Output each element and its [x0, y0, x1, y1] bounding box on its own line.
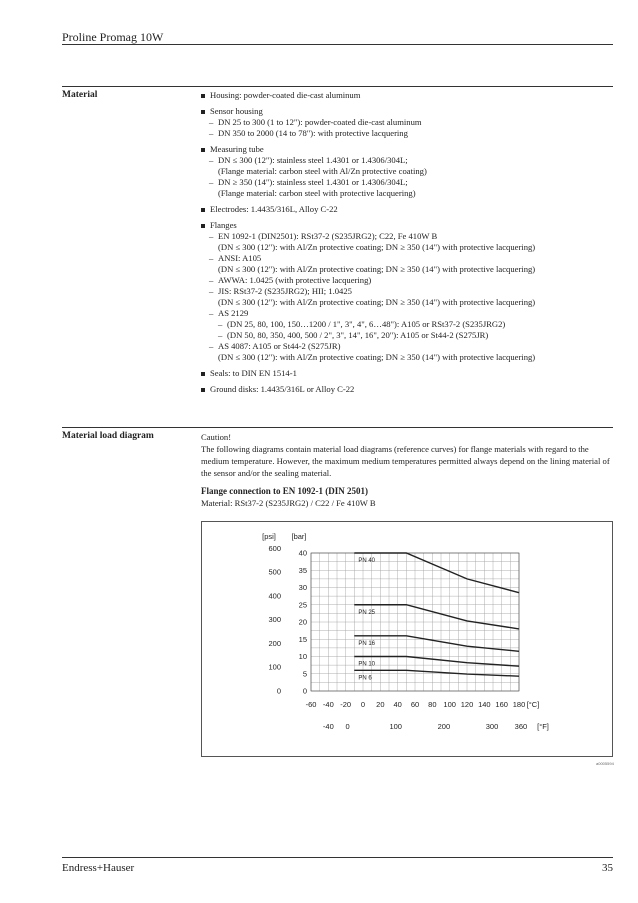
material-content — [201, 90, 613, 400]
flange-material-line: Material: RSt37-2 (S235JRG2) / C22 / Fe 410W B — [201, 498, 376, 508]
flange-as2129: – AS 2129 — [201, 308, 613, 319]
x-tick-label: 140 — [478, 700, 491, 709]
flange-as2129-sub-1: – (DN 25, 80, 100, 150…1200 / 1", 3", 4", 6…48"): A105 or RSt37-2 (S235JRG2) — [201, 319, 613, 330]
flange-awwa: – AWWA: 1.0425 (with protective lacquering) — [201, 275, 613, 286]
psi-tick-label: 400 — [268, 591, 281, 601]
figure-id: a0005594 — [596, 761, 614, 766]
tube-sub-1: – DN ≤ 300 (12"): stainless steel 1.4301 or 1.4306/304L; — [201, 155, 613, 166]
x-tick-label: 40 — [393, 700, 402, 709]
x-tick-label: 0 — [360, 700, 366, 709]
x-tick-label: 180 — [512, 700, 526, 709]
footer-rule — [62, 857, 613, 858]
psi-tick-label: 300 — [268, 615, 281, 625]
flange-connection-title: Flange connection to EN 1092-1 (DIN 2501) — [201, 486, 368, 496]
series-label: PN 16 — [358, 640, 376, 647]
psi-tick-label: 500 — [268, 567, 281, 577]
flange-ansi: – ANSI: A105 — [201, 253, 613, 264]
y-tick-label: 35 — [298, 565, 307, 575]
y-tick-label: 20 — [298, 617, 307, 627]
series-line — [354, 636, 519, 652]
section-rule-load — [62, 427, 613, 428]
f-tick-label: -40 — [322, 722, 334, 731]
page-number: 35 — [602, 862, 613, 874]
psi-tick-label: 200 — [268, 638, 281, 648]
y-tick-label: 30 — [298, 583, 307, 592]
x-tick-label: 80 — [428, 700, 437, 709]
x-tick-label: 100 — [443, 700, 456, 709]
f-axis-unit-label: [°F] — [537, 722, 549, 731]
flange-as2129-sub-2: – (DN 50, 80, 350, 400, 500 / 2", 3", 14", 16", 20"): A105 or St44-2 (S275JR) — [201, 330, 613, 341]
measuring-tube-item: Measuring tube — [201, 144, 613, 155]
section-label-load: Material load diagram — [62, 431, 154, 441]
material-load-chart — [201, 521, 613, 757]
caution-text: The following diagrams contain material load diagrams (reference curves) for flange materials with regard to the medium temperature. However, the maximum medium temperatures permitted always depend on the lining material of the sensor and/or the sealing material. — [201, 444, 610, 478]
flange-en1092: – EN 1092-1 (DIN2501): RSt37-2 (S235JRG2); C22, Fe 410W B — [201, 231, 613, 242]
x-tick-label: 60 — [410, 700, 420, 709]
series-line — [354, 657, 519, 667]
series-label: PN 6 — [358, 675, 372, 682]
x-tick-label: 160 — [495, 700, 508, 709]
sensor-housing-sub-2: – DN 350 to 2000 (14 to 78"): with protective lacquering — [201, 128, 613, 139]
tube-sub-2-note: (Flange material: carbon steel with protective lacquering) — [218, 188, 416, 198]
footer-company: Endress+Hauser — [62, 862, 135, 874]
f-tick-label: 0 — [345, 722, 350, 731]
y-axis-unit-label: [bar] — [291, 532, 307, 541]
electrodes-item: Electrodes: 1.4435/316L, Alloy C-22 — [201, 204, 613, 215]
y-tick-label: 10 — [298, 652, 307, 661]
flange-en1092-note: (DN ≤ 300 (12"): with Al/Zn protective coating; DN ≥ 350 (14") with protective lacquering) — [218, 242, 536, 252]
series-line — [354, 670, 519, 676]
sensor-housing-sub-1: – DN 25 to 300 (1 to 12"): powder-coated die-cast aluminum — [201, 117, 613, 128]
series-label: PN 10 — [358, 661, 376, 668]
x-tick-label: -60 — [305, 700, 317, 709]
psi-axis-unit-label: [psi] — [262, 532, 276, 541]
flange-jis: – JIS: RSt37-2 (S235JRG2); HII; 1.0425 — [201, 286, 613, 297]
series-line — [354, 553, 519, 593]
seals-item: Seals: to DIN EN 1514-1 — [201, 368, 613, 379]
section-label-material: Material — [62, 90, 98, 100]
flange-jis-note: (DN ≤ 300 (12"): with Al/Zn protective coating; DN ≥ 350 (14") with protective lacquering) — [218, 297, 536, 307]
f-tick-label: 300 — [485, 722, 499, 731]
f-tick-label: 100 — [389, 722, 402, 731]
flange-ansi-note: (DN ≤ 300 (12"): with Al/Zn protective coating; DN ≥ 350 (14") with protective lacquering) — [218, 264, 536, 274]
psi-tick-label: 100 — [268, 662, 281, 672]
sensor-housing-item: Sensor housing — [201, 106, 613, 117]
section-rule-material — [62, 86, 613, 87]
tube-sub-1-note: (Flange material: carbon steel with Al/Zn protective coating) — [218, 166, 427, 176]
y-tick-label: 15 — [298, 634, 307, 644]
header-rule — [62, 44, 613, 45]
tube-sub-2: – DN ≥ 350 (14"): stainless steel 1.4301 or 1.4306/304L; — [201, 177, 613, 188]
psi-tick-label: 0 — [276, 686, 281, 696]
flange-as4087: – AS 4087: A105 or St44-2 (S275JR) — [201, 341, 613, 352]
housing-item: Housing: powder-coated die-cast aluminum — [201, 90, 613, 101]
flange-as4087-note: (DN ≤ 300 (12"): with Al/Zn protective coating; DN ≥ 350 (14") with protective lacquering) — [218, 352, 536, 362]
running-header: Proline Promag 10W — [62, 30, 164, 44]
ground-disks-item: Ground disks: 1.4435/316L or Alloy C-22 — [201, 384, 613, 395]
x-tick-label: -40 — [322, 700, 334, 709]
y-tick-label: 0 — [302, 686, 307, 696]
f-tick-label: 360 — [514, 722, 528, 731]
y-tick-label: 25 — [298, 600, 307, 610]
footer — [62, 862, 613, 874]
x-tick-label: 20 — [376, 700, 385, 709]
series-line — [354, 605, 519, 629]
psi-tick-label: 600 — [268, 543, 281, 553]
series-label: PN 25 — [358, 609, 376, 616]
y-tick-label: 5 — [302, 669, 307, 679]
series-label: PN 40 — [358, 558, 376, 564]
x-axis-unit-label: [°C] — [526, 700, 540, 709]
f-tick-label: 200 — [437, 722, 451, 731]
caution-label: Caution! — [201, 432, 232, 442]
load-content — [201, 431, 613, 509]
y-tick-label: 40 — [298, 548, 307, 558]
x-tick-label: -20 — [340, 700, 352, 709]
flanges-item: Flanges — [201, 220, 613, 231]
x-tick-label: 120 — [460, 700, 474, 709]
